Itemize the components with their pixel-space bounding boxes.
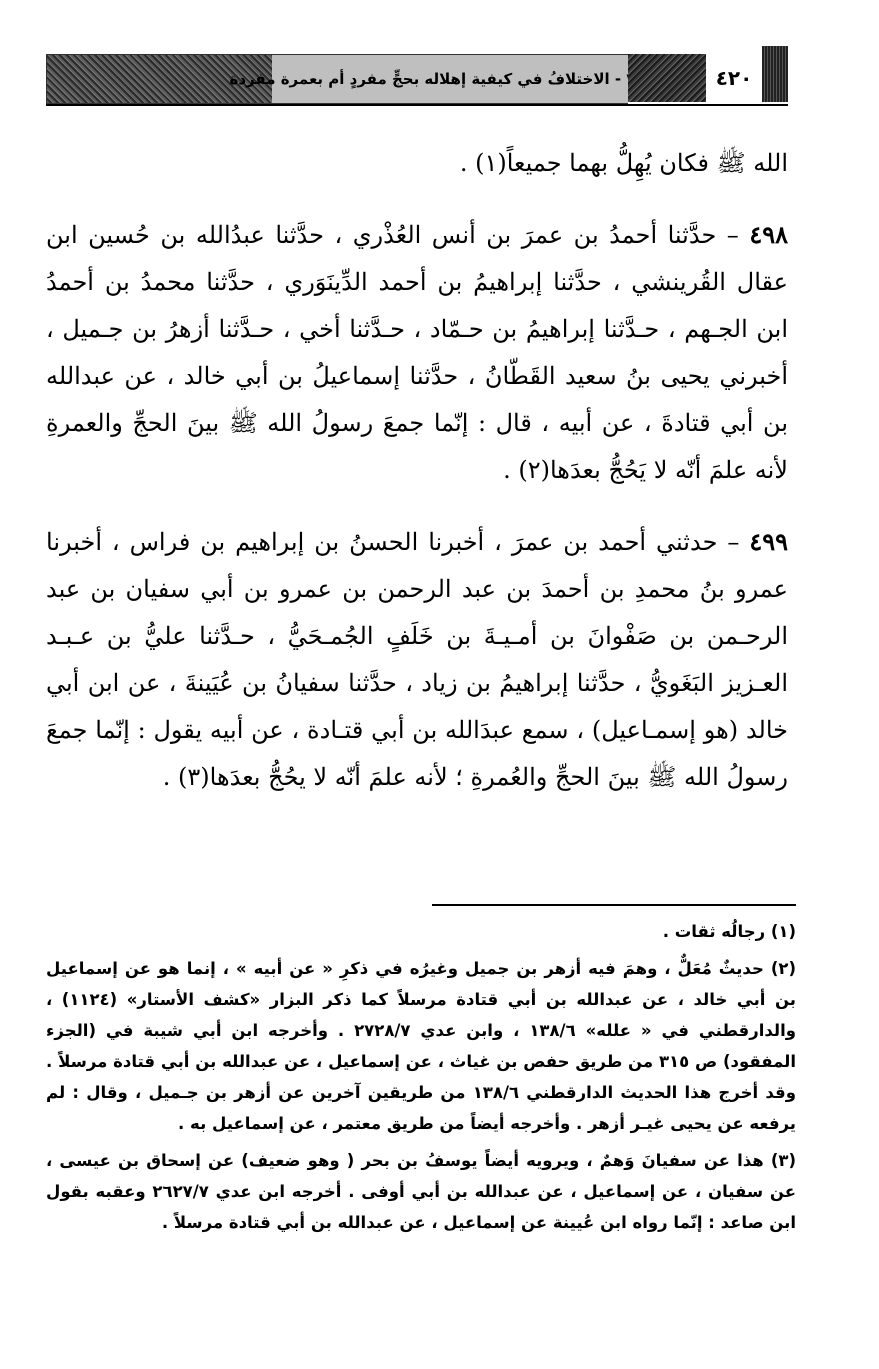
hadith-text: – حدثني أحمد بن عمرَ ، أخبرنا الحسنُ بن إبراهيم بن فراس ، أخبرنا عمرو بنُ محمدِ بن أحمدَ بن عبد الرحمن بن عمرو بن أبي سفيان بن عبد الرحـمن بن صَفْوانَ بن أمـيـةَ بن خَلَفٍ الجُمـحَيُّ ، حـدَّثنا عليُّ بن عـبـد العـزيز البَغَويُّ ، حدَّثنا إبراهيمُ بن زياد ، حدَّثنا سفيانُ بن عُيَينةَ ، عن ابن أبي خالد (هو إسمـاعيل) ، سمع عبدَالله بن أبي قتـادة ، عن أبيه يقول : إنّما جمعَ رسولُ الله ﷺ بينَ الحجِّ والعُمرةِ ؛ لأنه علمَ أنّه لا يحُجُّ بعدَها(٣) . (46, 528, 788, 791)
header-ornament-right (762, 46, 788, 102)
footnote-2: (٢) حديثٌ مُعَلٌّ ، وهمَ فيه أزهر بن جميل وغيرُه في ذكرِ « عن أبيه » ، إنما هو عن إسماعيل بن أبي خالد ، عن عبدالله بن أبي قتادة مرسلاً كما ذكر البزار «كشف الأستار» (١١٢٤) ، والدارقطني في « علله» ١٣٨/٦ ، وابن عدي ٢٧٢٨/٧ . وأخرجه ابن أبي شيبة في (الجزء المفقود) ص ٣١٥ من طريق حفص بن غياث ، عن إسماعيل ، عن عبدالله بن أبي قتادة مرسلاً . وقد أخرج هذا الحديث الدارقطني ١٣٨/٦ من طريقين آخرين عن أزهر بن جـميل ، وقال : لم يرفعه عن يحيى غيـر أزهر . وأخرجه أيضاً من طريق معتمر ، عن إسماعيل به . (46, 959, 797, 1133)
hadith-499 (46, 518, 788, 801)
running-title: - الاختلافُ في كيفية إهلاله بحجٍّ مفردٍ أم بعمرة مفردة (229, 70, 622, 88)
footnote-divider (432, 904, 796, 906)
header-ornament-middle (628, 54, 706, 102)
hadith-number: ٤٩٨ (749, 220, 788, 249)
page-number-box (706, 54, 762, 102)
main-text (46, 140, 788, 801)
header-divider (46, 104, 788, 106)
running-header (28, 42, 788, 102)
hadith-498 (46, 211, 788, 494)
footnotes (46, 916, 796, 1238)
footnote-1: (١) رجالُه ثقات . (662, 922, 796, 941)
hadith-number: ٤٩٩ (749, 527, 788, 556)
footnote-3: (٣) هذا عن سفيانَ وَهمٌ ، ويرويه أيضاً يوسفُ بن بحر ( وهو ضعيف) عن إسحاق بن عيسى ، عن سفيان ، عن إسماعيل ، عن عبدالله بن أبي أوفى . أخرجه ابن عدي ٢٦٢٧/٧ وعقبه بقول ابن صاعد : إنّما رواه ابن عُيينة عن إسماعيل ، عن عبدالله بن أبي قتادة مرسلاً . (46, 1151, 796, 1232)
header-title-box (229, 54, 628, 104)
page-number: ٤٢٠ (715, 66, 753, 90)
continuation-paragraph: الله ﷺ فكان يُهِلُّ بهما جميعاً(١) . (459, 149, 788, 177)
hadith-text: – حدَّثنا أحمدُ بن عمرَ بن أنس العُذْري ، حدَّثنا عبدُالله بن حُسين ابن عقال القُرينشي ، حدَّثنا إبراهيمُ بن أحمد الدِّينَوَري ، حدَّثنا محمدُ بن أحمدُ ابن الجـهم ، حـدَّثنا إبراهيمُ بن حـمّاد ، حـدَّثنا أخي ، حـدَّثنا أزهرُ بن جـميل ، أخبرني يحيى بنُ سعيد القَطّانُ ، حدَّثنا إسماعيلُ بن أبي خالد ، عن عبدالله بن أبي قتادةَ ، عن أبيه ، قال : إنّما جمعَ رسولُ الله ﷺ بينَ الحجِّ والعمرةِ لأنه علمَ أنّه لا يَحُجُّ بعدَها(٢) . (46, 221, 789, 484)
